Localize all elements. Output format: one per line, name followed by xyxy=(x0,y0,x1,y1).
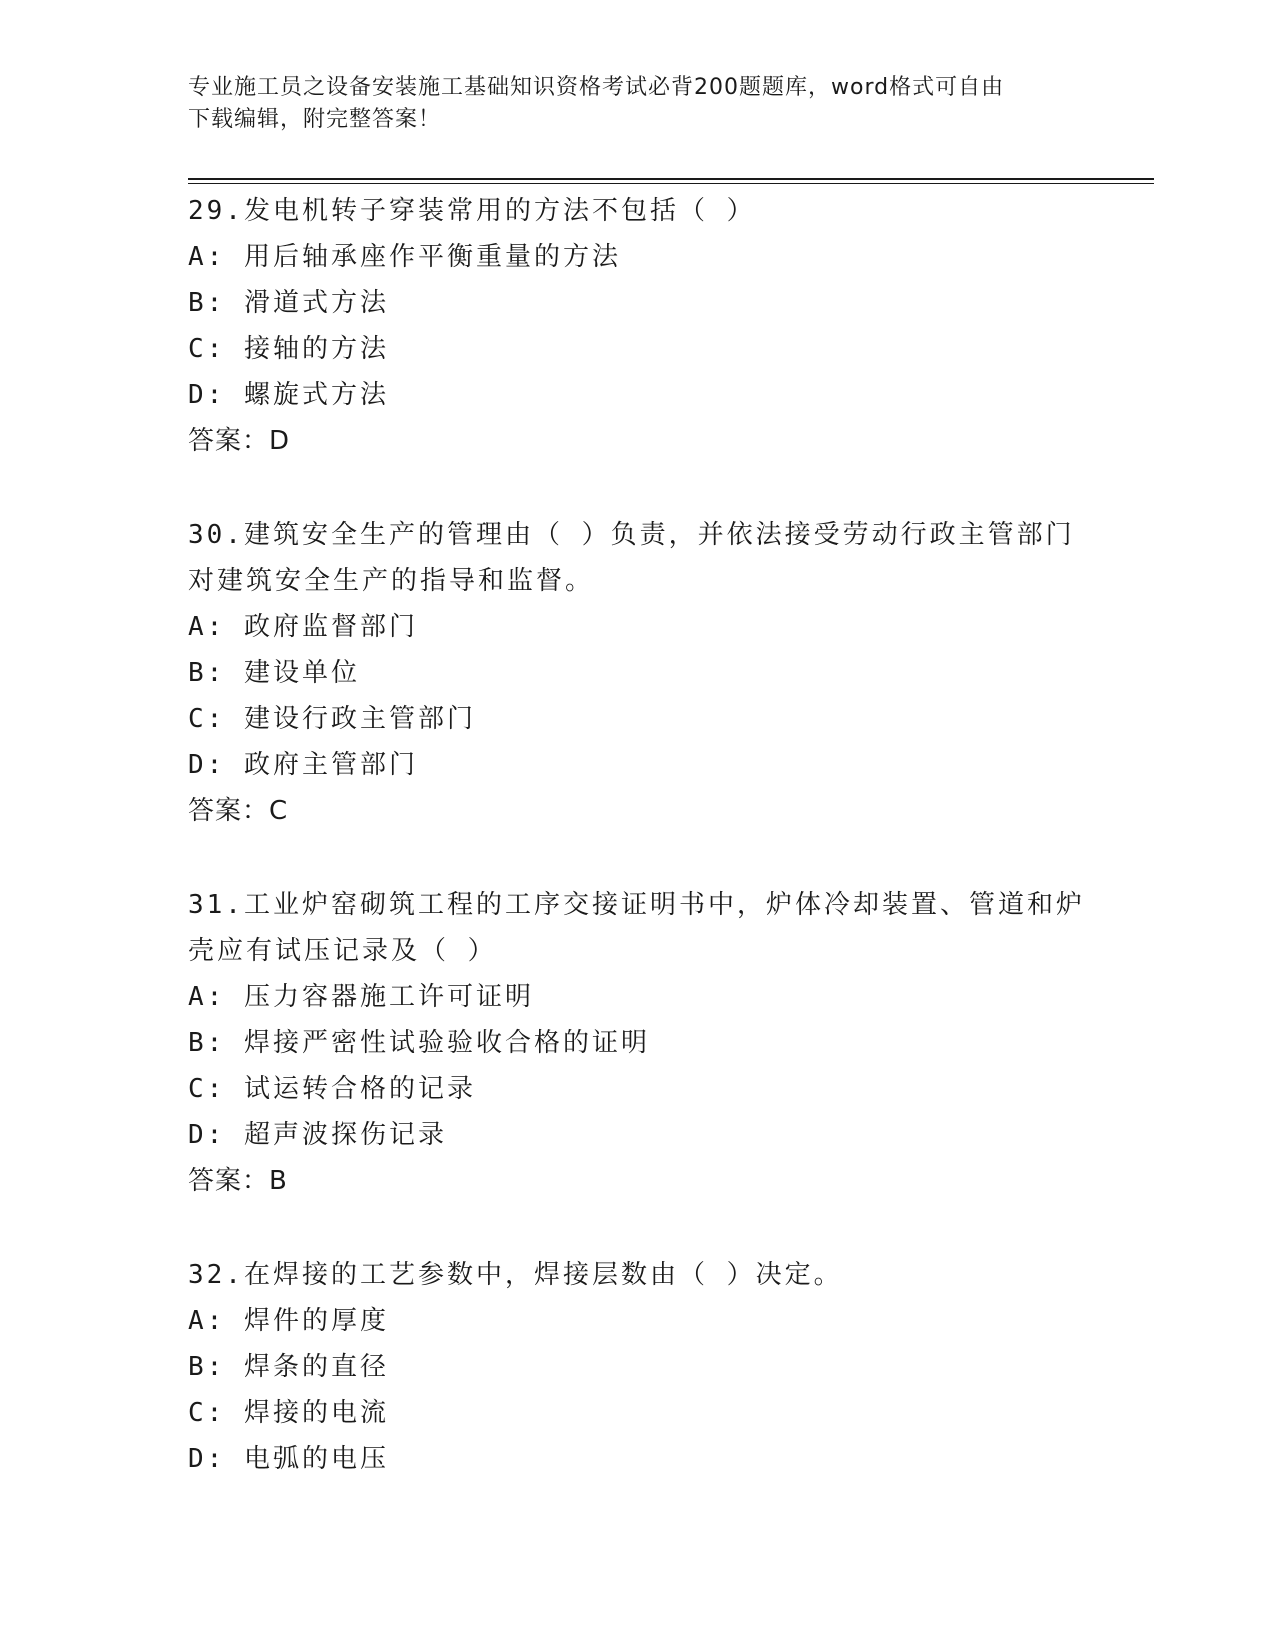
option-c: C: 试运转合格的记录 xyxy=(188,1074,476,1104)
option-a: A: 焊件的厚度 xyxy=(188,1306,389,1336)
question-text: 32.在焊接的工艺参数中，焊接层数由（ ）决定。 xyxy=(188,1260,843,1290)
option-d: D: 政府主管部门 xyxy=(188,750,418,780)
option-c: C: 建设行政主管部门 xyxy=(188,704,476,734)
header-divider-thin xyxy=(188,183,1154,184)
option-a: A: 用后轴承座作平衡重量的方法 xyxy=(188,242,621,272)
question-list xyxy=(188,188,1088,1530)
option-b: B: 焊条的直径 xyxy=(188,1352,389,1382)
option-d: D: 螺旋式方法 xyxy=(188,380,389,410)
option-a: A: 压力容器施工许可证明 xyxy=(188,982,534,1012)
option-d: D: 超声波探伤记录 xyxy=(188,1120,447,1150)
answer-text: 答案：D xyxy=(188,426,291,456)
option-c: C: 焊接的电流 xyxy=(188,1398,389,1428)
answer-text: 答案：C xyxy=(188,796,289,826)
question-30 xyxy=(188,512,1088,834)
option-d: D: 电弧的电压 xyxy=(188,1444,389,1474)
question-text: 30.建筑安全生产的管理由（ ）负责，并依法接受劳动行政主管部门对建筑安全生产的指导和监督。 xyxy=(188,520,1075,596)
question-text: 29.发电机转子穿装常用的方法不包括（ ） xyxy=(188,196,756,226)
option-b: B: 建设单位 xyxy=(188,658,360,688)
answer-text: 答案：B xyxy=(188,1166,288,1196)
question-29 xyxy=(188,188,1088,464)
document-header xyxy=(188,72,1068,136)
question-31 xyxy=(188,882,1088,1204)
header-line-2: 下载编辑，附完整答案！ xyxy=(188,107,442,132)
question-32 xyxy=(188,1252,1088,1482)
header-divider-thick xyxy=(188,178,1154,180)
option-b: B: 滑道式方法 xyxy=(188,288,389,318)
option-a: A: 政府监督部门 xyxy=(188,612,418,642)
header-line-1: 专业施工员之设备安装施工基础知识资格考试必背200题题库，word格式可自由 xyxy=(188,75,1005,100)
option-b: B: 焊接严密性试验验收合格的证明 xyxy=(188,1028,650,1058)
option-c: C: 接轴的方法 xyxy=(188,334,389,364)
question-text: 31.工业炉窑砌筑工程的工序交接证明书中，炉体冷却装置、管道和炉壳应有试压记录及（ ） xyxy=(188,890,1085,966)
